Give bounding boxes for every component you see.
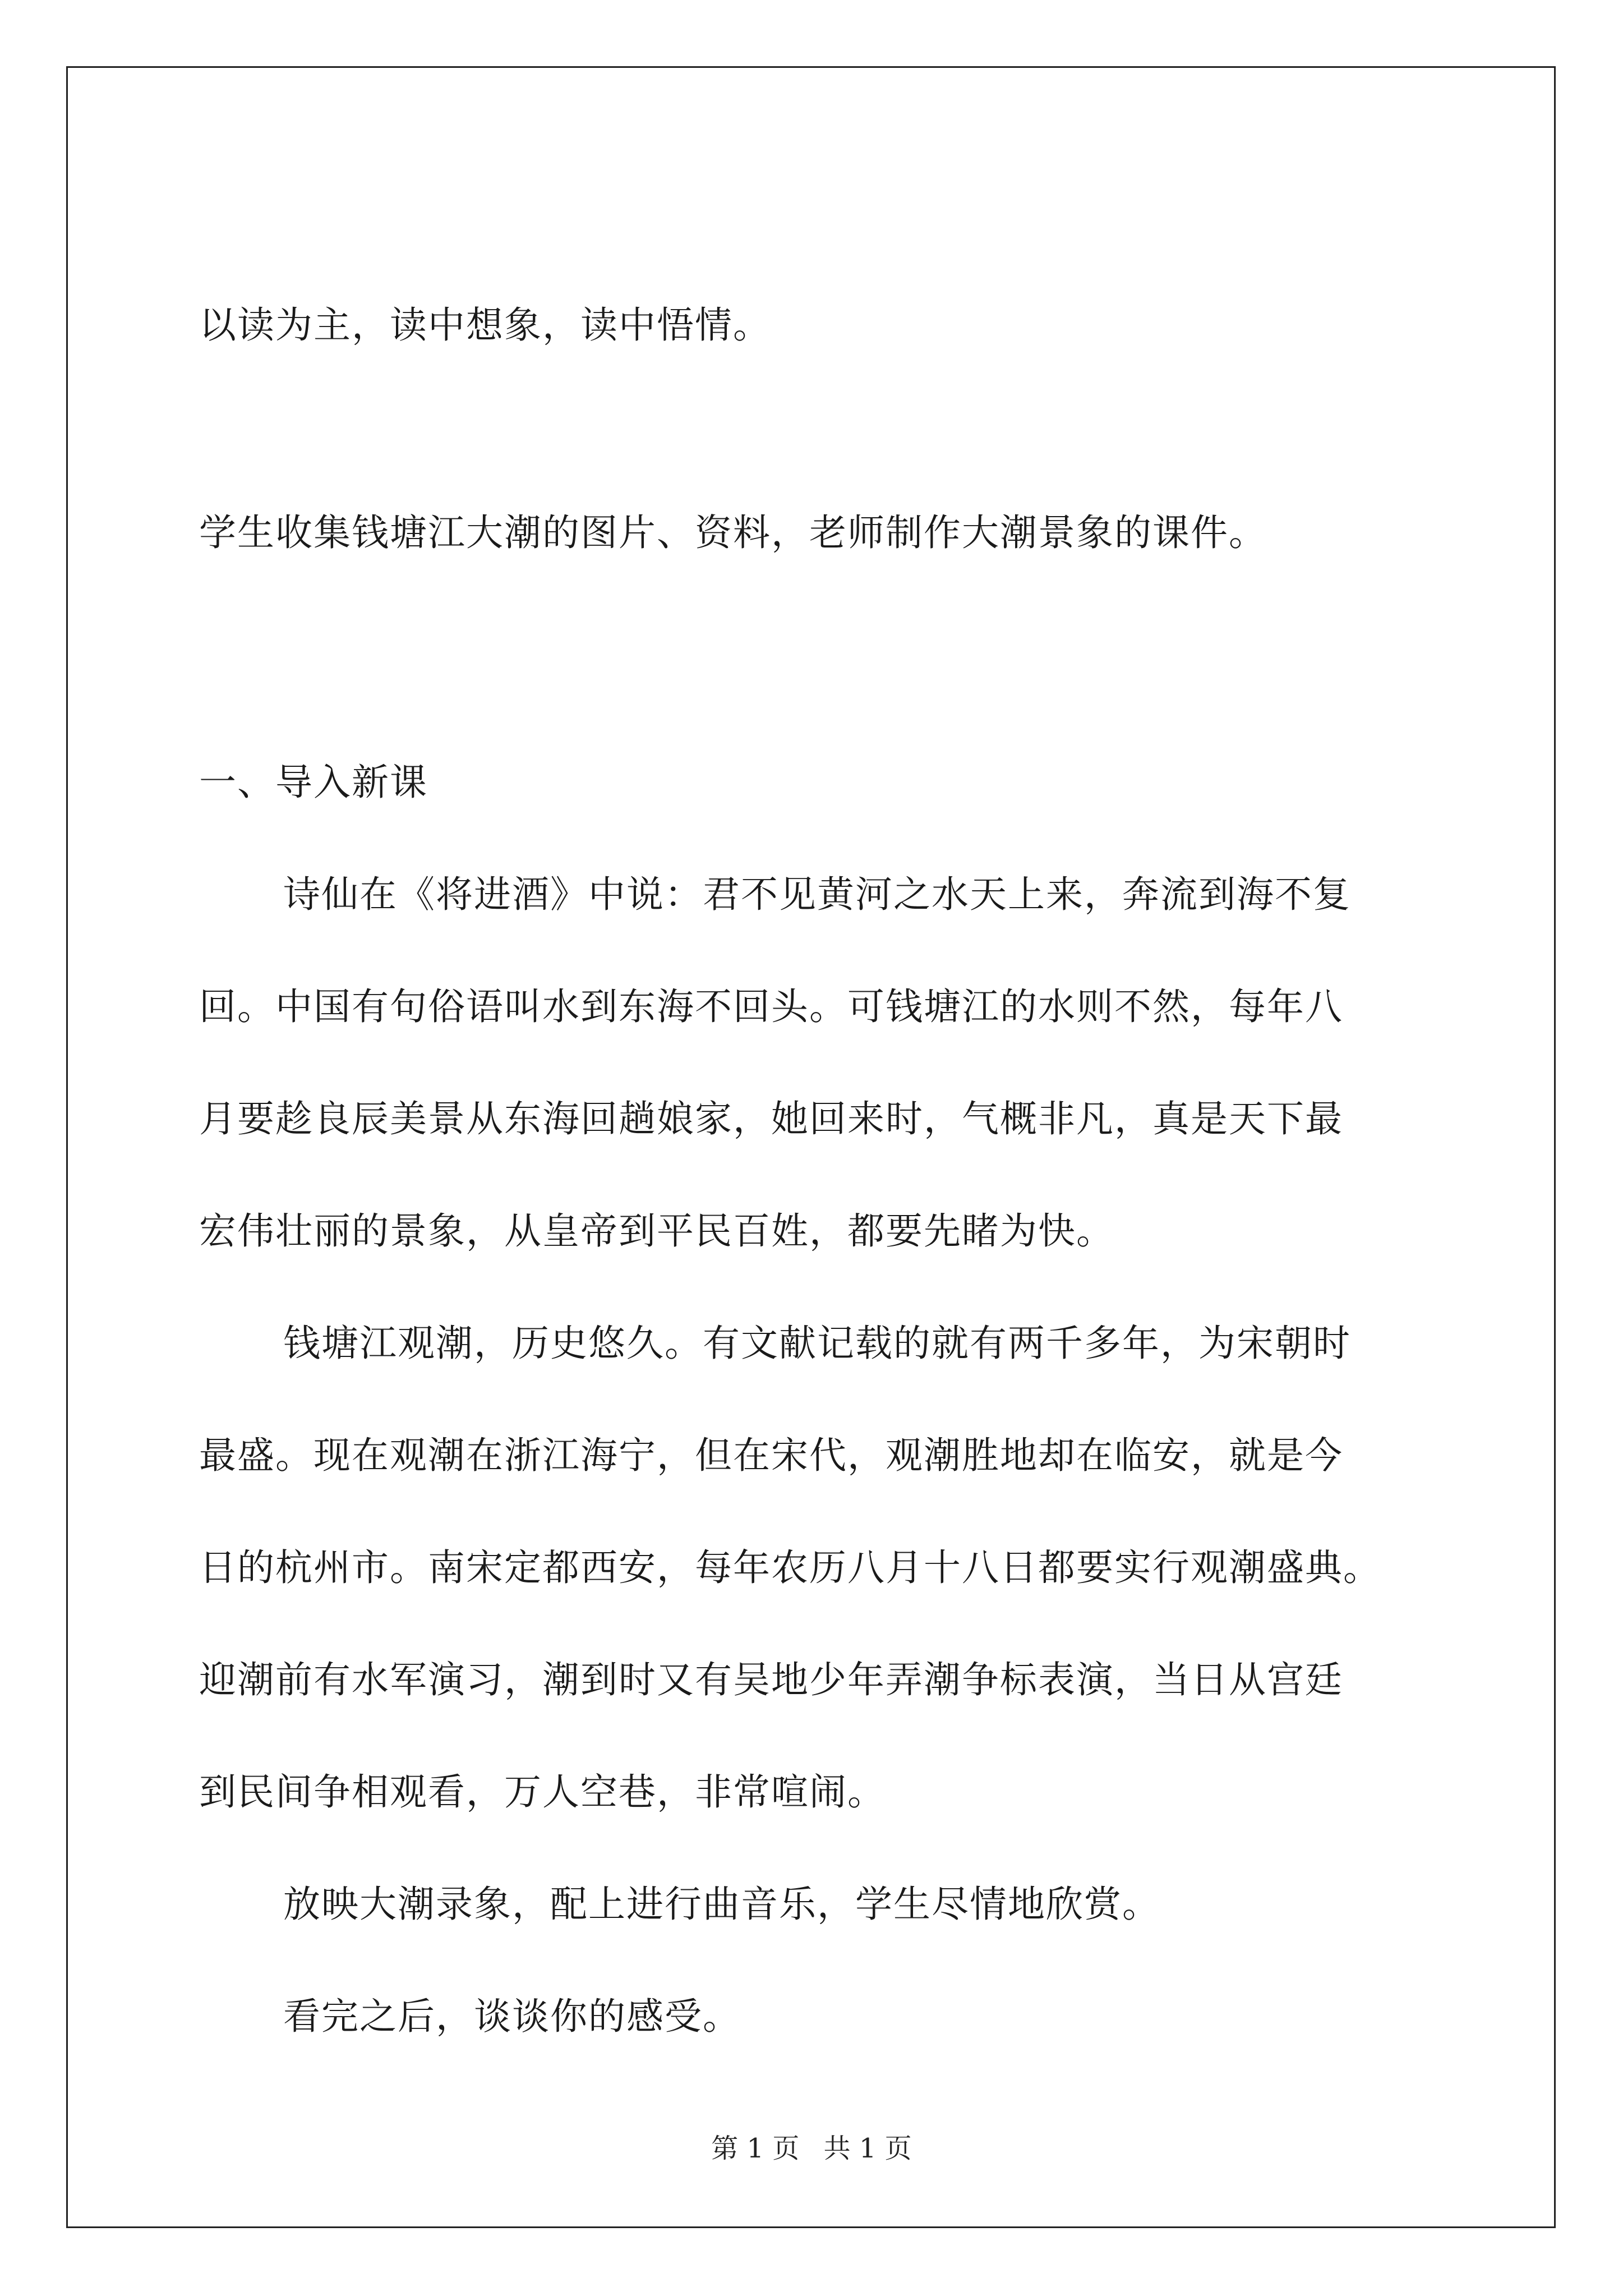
paragraph-line: 迎潮前有水军演习，潮到时又有吴地少年弄潮争标表演，当日从宫廷 [199, 1658, 1343, 1701]
paragraph-line: 月要趁良辰美景从东海回趟娘家，她回来时，气概非凡，真是天下最 [199, 1097, 1343, 1140]
paragraph-line: 学生收集钱塘江大潮的图片、资料，老师制作大潮景象的课件。 [199, 511, 1267, 554]
page-number: 第 1 页 [711, 2133, 800, 2164]
page-footer [0, 2132, 1623, 2165]
section-heading: 一、导入新课 [199, 761, 428, 804]
paragraph-line: 看完之后，谈谈你的感受。 [283, 1995, 741, 2038]
paragraph-line: 宏伟壮丽的景象，从皇帝到平民百姓，都要先睹为快。 [199, 1209, 1114, 1253]
paragraph-line: 诗仙在《将进酒》中说：君不见黄河之水天上来，奔流到海不复 [283, 873, 1351, 916]
paragraph-line: 回。中国有句俗语叫水到东海不回头。可钱塘江的水则不然，每年八 [199, 985, 1343, 1028]
paragraph-line: 放映大潮录象，配上进行曲音乐，学生尽情地欣赏。 [283, 1883, 1160, 1926]
paragraph-line: 最盛。现在观潮在浙江海宁，但在宋代，观潮胜地却在临安，就是今 [199, 1434, 1343, 1477]
paragraph-line: 到民间争相观看，万人空巷，非常喧闹。 [199, 1770, 886, 1814]
paragraph-line: 以读为主，读中想象，读中悟情。 [199, 303, 771, 347]
paragraph-line: 钱塘江观潮，历史悠久。有文献记载的就有两千多年，为宋朝时 [283, 1322, 1351, 1365]
paragraph-line: 日的杭州市。南宋定都西安，每年农历八月十八日都要实行观潮盛典。 [199, 1546, 1381, 1589]
page-total: 共 1 页 [823, 2133, 912, 2164]
